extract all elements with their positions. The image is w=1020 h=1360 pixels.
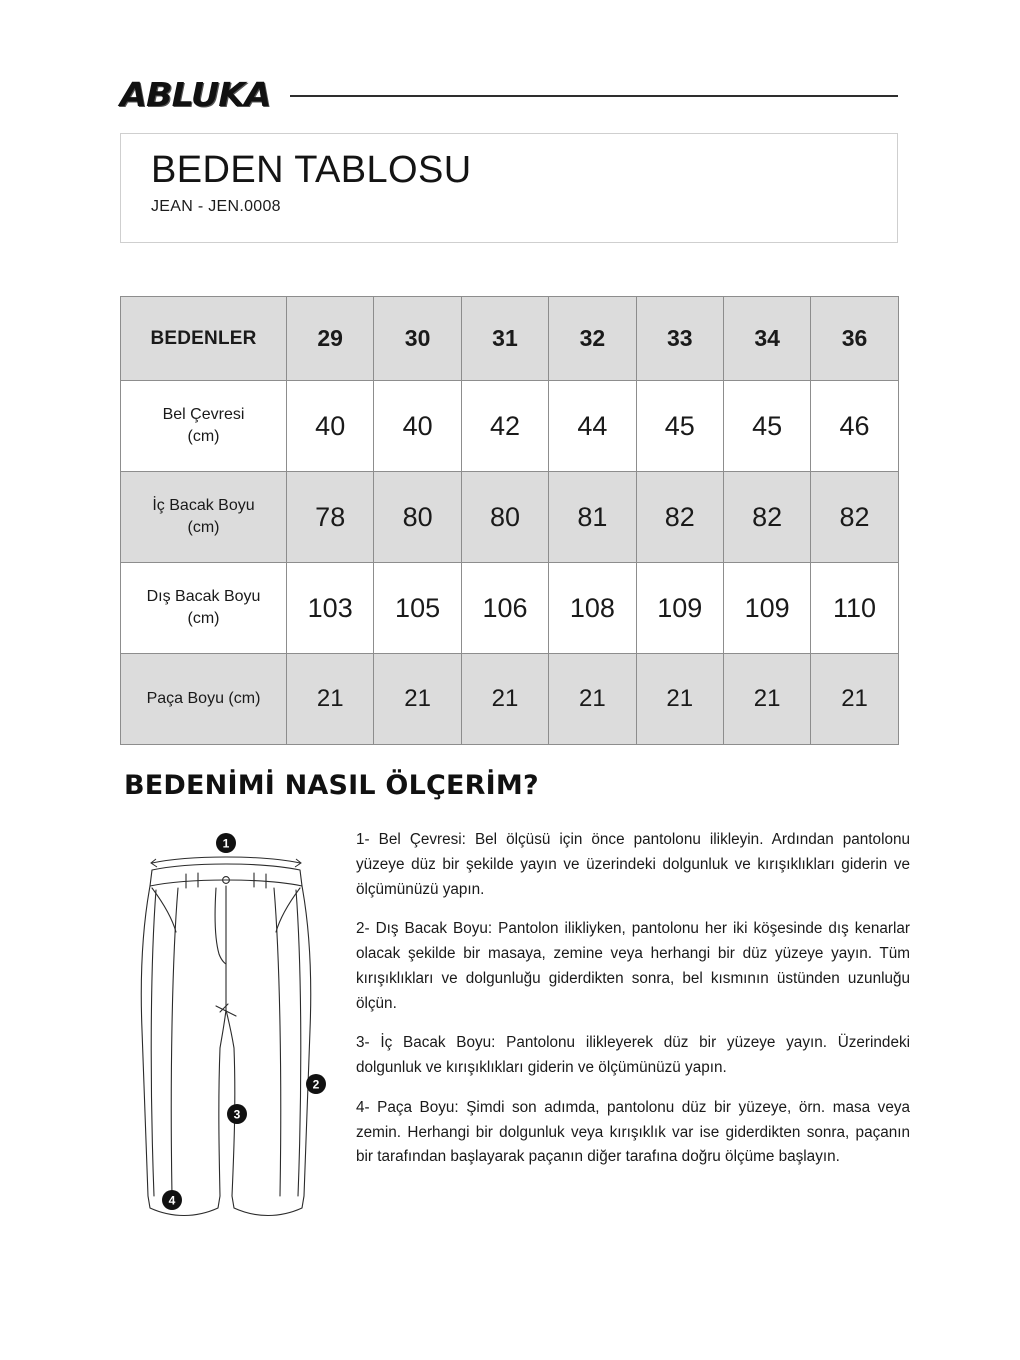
diagram-marker-4 [162,1190,182,1210]
measurement-name: Bel Çevresi (cm) [162,406,245,445]
header-divider-rule [290,95,898,97]
value-cell: 46 [811,381,898,472]
value-cell: 21 [374,654,461,745]
header-cell-size-6 [811,297,898,381]
value-cell: 108 [549,563,636,654]
table-row [121,654,899,745]
value-cell: 42 [461,381,548,472]
size-label: 34 [754,325,780,351]
svg-text:2: 2 [312,1077,320,1092]
table-row [121,563,899,654]
measurement-name: Dış Bacak Boyu (cm) [146,588,261,627]
value-cell: 45 [636,381,723,472]
value-cell: 21 [549,654,636,745]
instruction-step-1: 1- Bel Çevresi: Bel ölçüsü için önce pantolonu ilikleyin. Ardından pantolonu yüzeye düz bir şekilde yayın ve üzerindeki dolgunluk ve kırışıklıkları giderin ve ölçümünüzü yapın. [356,831,910,898]
value-cell: 21 [811,654,898,745]
header-cell-size-2 [461,297,548,381]
instruction-step-2: 2- Dış Bacak Boyu: Pantolon ilikliyken, pantolonu her iki köşesinde dış kenarlar olacak şekilde bir masaya, zemine veya herhangi bir düz yüzeye yayın. Tüm kırışıklıkları ve dolgunluğu giderdikten sonra, bel kısmının üstünden uzunluğu ölçün. [356,920,910,1012]
diagram-marker-3 [227,1104,247,1124]
trouser-diagram [120,826,348,1250]
value-cell: 110 [811,563,898,654]
abluka-logo: ABLUKA [120,74,271,114]
value-cell: 80 [374,472,461,563]
row-label-cell [121,381,287,472]
how-to-measure-heading: BEDENİMİ NASIL ÖLÇERİM? [124,770,539,801]
value-cell: 45 [723,381,810,472]
trouser-technical-drawing [120,830,348,1250]
size-label: 30 [404,325,431,351]
header-cell-size-0 [287,297,374,381]
svg-text:3: 3 [233,1107,241,1122]
how-to-measure-section [120,826,910,1246]
page-title: BEDEN TABLOSU [151,149,472,191]
value-cell: 103 [287,563,374,654]
instruction-step-4: 4- Paça Boyu: Şimdi son adımda, pantolonu düz bir yüzeye, örn. masa veya zemin. Herhangi bir dolgunluk veya kırışıklık var ise giderdikten sonra, paçanın bir tarafından başlayarak paçanın diğer tarafına doğru ölçüme başlayın. [356,1098,910,1166]
svg-text:1: 1 [222,836,230,851]
diagram-marker-2 [306,1074,326,1094]
header-cell-size-4 [636,297,723,381]
value-cell: 40 [374,381,461,472]
size-label: 33 [666,325,693,351]
value-cell: 78 [287,472,374,563]
size-table [120,296,899,745]
header-cell-bedenler [121,297,287,381]
instruction-step-3: 3- İç Bacak Boyu: Pantolonu ilikleyerek düz bir yüzeye yayın. Üzerindeki dolgunluk ve kırışıklıkları giderin ve ölçümünüzü yapın. [356,1034,910,1077]
value-cell: 21 [461,654,548,745]
value-cell: 82 [723,472,810,563]
table-row [121,472,899,563]
value-cell: 21 [723,654,810,745]
value-cell: 109 [636,563,723,654]
header-cell-size-5 [723,297,810,381]
brand-header [120,74,898,114]
header-cell-size-3 [549,297,636,381]
size-label: 29 [317,325,343,351]
title-box [120,133,898,243]
size-label: 31 [492,325,518,351]
svg-text:4: 4 [168,1193,176,1208]
value-cell: 44 [549,381,636,472]
value-cell: 40 [287,381,374,472]
table-row [121,381,899,472]
measurement-name: Paça Boyu (cm) [146,690,261,708]
value-cell: 82 [636,472,723,563]
size-label: 32 [579,325,606,351]
value-cell: 21 [636,654,723,745]
value-cell: 80 [461,472,548,563]
header-label-bedenler: BEDENLER [150,327,257,349]
row-label-cell [121,563,287,654]
value-cell: 106 [461,563,548,654]
value-cell: 105 [374,563,461,654]
row-label-cell [121,472,287,563]
table-header-row [121,297,899,381]
row-label-cell [121,654,287,745]
header-cell-size-1 [374,297,461,381]
measurement-name: İç Bacak Boyu (cm) [152,497,255,536]
size-label: 36 [841,325,868,351]
value-cell: 82 [811,472,898,563]
diagram-marker-1 [216,833,236,853]
value-cell: 21 [287,654,374,745]
product-code-subtitle: JEAN - JEN.0008 [151,198,281,216]
measurement-instructions [348,826,910,1170]
waist-measure-arrow [151,857,301,867]
value-cell: 109 [723,563,810,654]
value-cell: 81 [549,472,636,563]
